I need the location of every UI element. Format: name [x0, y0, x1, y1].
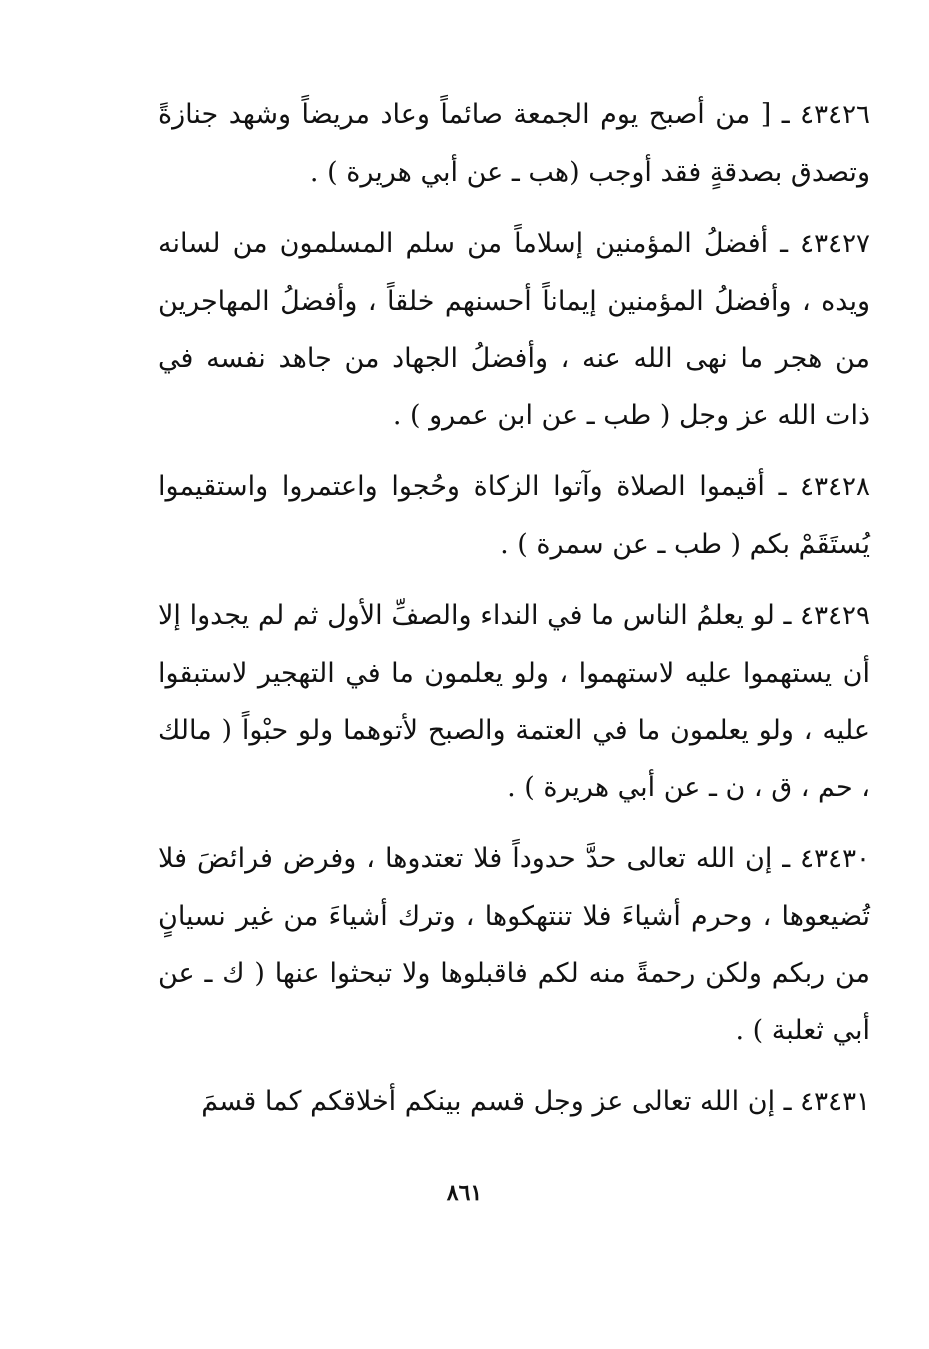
entry-number: ٤٣٤٢٩ — [800, 601, 870, 631]
hadith-entry-43430 — [158, 830, 870, 1059]
entry-number: ٤٣٤٢٨ — [800, 472, 870, 502]
hadith-entry-43431 — [158, 1073, 870, 1131]
page-number: ٨٦١ — [446, 1180, 483, 1206]
hadith-entry-43429 — [158, 587, 870, 816]
hadith-entry-43426 — [158, 86, 870, 201]
entry-text: ـ أفضلُ المؤمنين إسلاماً من سلم المسلمون من لسانه ويده ، وأفضلُ المؤمنين إيماناً أحسنهم خلقاً ، وأفضلُ المهاجرين من هجر ما نهى الله عنه ، وأفضلُ الجهاد من جاهد نفسه في ذات الله عز وجل ( طب ـ عن ابن عمرو ) . — [158, 228, 870, 431]
entry-number: ٤٣٤٢٧ — [800, 229, 870, 259]
hadith-entry-43427 — [158, 215, 870, 444]
hadith-entry-43428 — [158, 458, 870, 573]
entry-number: ٤٣٤٢٦ — [800, 100, 870, 130]
text-block — [158, 86, 870, 1145]
entry-number: ٤٣٤٣٠ — [800, 844, 870, 874]
entry-text: ـ لو يعلمُ الناس ما في النداء والصفِّ الأول ثم لم يجدوا إلا أن يستهموا عليه لاستهموا ، ولو يعلمون ما في التهجير لاستبقوا عليه ، ولو يعلمون ما في العتمة والصبح لأتوهما ولو حبْواً ( مالك ، حم ، ق ، ن ـ عن أبي هريرة ) . — [158, 600, 870, 803]
entry-text: ـ أقيموا الصلاة وآتوا الزكاة وحُجوا واعتمروا واستقيموا يُستَقَمْ بكم ( طب ـ عن سمرة ) . — [158, 471, 870, 560]
entry-text: ـ إن الله تعالى حدَّ حدوداً فلا تعتدوها ، وفرض فرائضَ فلا تُضيعوها ، وحرم أشياءَ فلا تنتهكوها ، وترك أشياءَ من غير نسيانٍ من ربكم ولكن رحمةً منه لكم فاقبلوها ولا تبحثوا عنها ( ك ـ عن أبي ثعلبة ) . — [158, 843, 870, 1046]
entry-text: ـ إن الله تعالى عز وجل قسم بينكم أخلاقكم كما قسمَ — [201, 1086, 792, 1117]
entry-number: ٤٣٤٣١ — [800, 1087, 870, 1117]
entry-text: ـ [ من أصبح يوم الجمعة صائماً وعاد مريضاً وشهد جنازةً وتصدق بصدقةٍ فقد أوجب (هب ـ عن أبي هريرة ) . — [158, 99, 870, 188]
